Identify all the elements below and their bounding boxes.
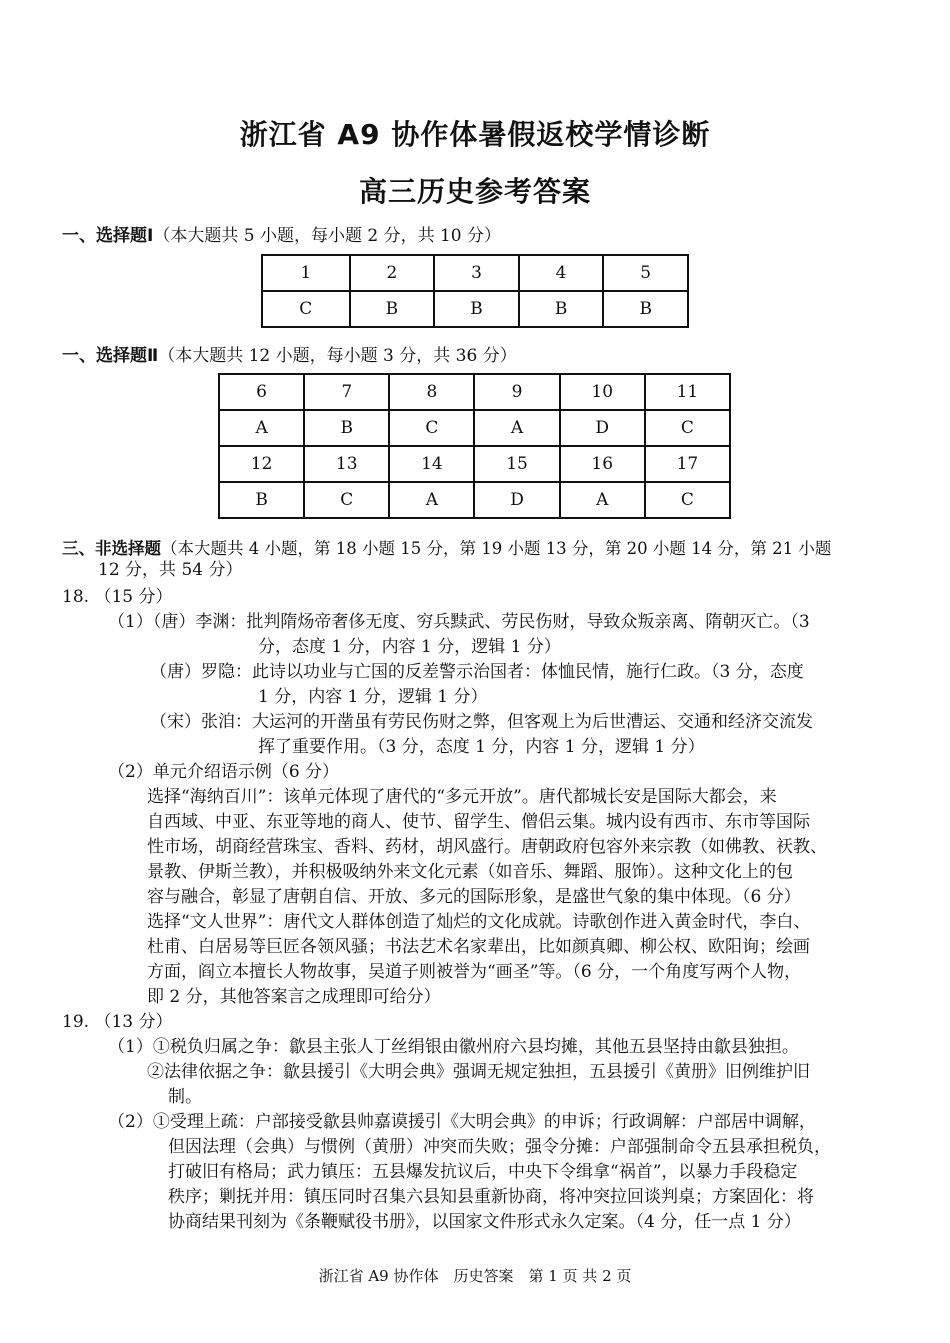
answer-cell: C <box>645 410 730 446</box>
section-3-heading <box>62 535 831 559</box>
document-title: 浙江省 A9 协作体暑假返校学情诊断 <box>239 118 711 151</box>
answer-cell: B <box>350 291 435 327</box>
section-1-title: 一、选择题Ⅰ <box>62 226 154 246</box>
answer-line: 分，态度 1 分，内容 1 分，逻辑 1 分） <box>258 637 561 657</box>
answer-cell: C <box>645 482 730 518</box>
answer-cell: D <box>560 410 645 446</box>
answer-line: 选择“文人世界”：唐代文人群体创造了灿烂的文化成就。诗歌创作进入黄金时代，李白、 <box>147 912 811 932</box>
section-3-note-cont: 12 分，共 54 分） <box>98 560 243 580</box>
answer-line: 秩序；剿抚并用：镇压同时召集六县知县重新协商，将冲突拉回谈判桌；方案固化：将 <box>168 1187 814 1207</box>
answer-line: 打破旧有格局；武力镇压：五县爆发抗议后，中央下令缉拿“祸首”，以暴力手段稳定 <box>168 1162 798 1182</box>
question-19-heading: 19. （13 分） <box>62 1012 173 1032</box>
question-18-heading: 18. （15 分） <box>62 587 173 607</box>
question-number: 9 <box>474 374 559 410</box>
answer-cell: B <box>304 410 389 446</box>
question-number: 17 <box>645 446 730 482</box>
answer-cell: B <box>519 291 604 327</box>
answer-line: 景教、伊斯兰教），并积极吸纳外来文化元素（如音乐、舞蹈、服饰）。这种文化上的包 <box>147 862 793 882</box>
answer-table-2 <box>218 373 731 519</box>
answer-line: 但因法理（会典）与惯例（黄册）冲突而失败；强令分摊：户部强制命令五县承担税负， <box>168 1137 831 1157</box>
answer-line: 选择“海纳百川”：该单元体现了唐代的“多元开放”。唐代都城长安是国际大都会，来 <box>147 787 777 807</box>
answer-line: ②法律依据之争：歙县援引《大明会典》强调无规定独担，五县援引《黄册》旧例维护旧 <box>147 1062 810 1082</box>
section-1-note: （本大题共 5 小题，每小题 2 分，共 10 分） <box>153 226 502 246</box>
answer-line: 1 分，内容 1 分，逻辑 1 分） <box>258 687 488 707</box>
answer-cell: A <box>560 482 645 518</box>
answer-cell: C <box>304 482 389 518</box>
question-number: 13 <box>304 446 389 482</box>
answer-line: 杜甫、白居易等巨匠各领风骚；书法艺术名家辈出，比如颜真卿、柳公权、欧阳询；绘画 <box>147 937 810 957</box>
answer-cell: D <box>474 482 559 518</box>
page-footer: 浙江省 A9 协作体 历史答案 第 1 页 共 2 页 <box>318 1267 632 1285</box>
answer-line: 自西域、中亚、东亚等地的商人、使节、留学生、僧侣云集。城内设有西市、东市等国际 <box>147 812 810 832</box>
question-number: 2 <box>350 255 435 291</box>
section-3-note: （本大题共 4 小题，第 18 小题 15 分，第 19 小题 13 分，第 20 小题 14 分，第 21 小题 <box>161 539 832 558</box>
answer-line: 即 2 分，其他答案言之成理即可给分） <box>147 987 441 1007</box>
answer-line: （2）①受理上疏：户部接受歙县帅嘉谟援引《大明会典》的申诉；行政调解：户部居中调解， <box>108 1112 816 1132</box>
answer-cell: A <box>389 482 474 518</box>
question-number: 5 <box>603 255 688 291</box>
question-number: 15 <box>474 446 559 482</box>
answer-cell: C <box>262 291 350 327</box>
section-3-title: 三、非选择题 <box>62 539 161 558</box>
answer-line: （2）单元介绍语示例（6 分） <box>108 762 340 782</box>
question-number: 10 <box>560 374 645 410</box>
question-number: 1 <box>262 255 350 291</box>
question-number: 4 <box>519 255 604 291</box>
question-number: 6 <box>219 374 304 410</box>
answer-cell: B <box>603 291 688 327</box>
answer-line: （唐）罗隐：此诗以功业与亡国的反差警示治国者：体恤民情，施行仁政。（3 分，态度 <box>150 662 804 682</box>
section-2-title: 一、选择题Ⅱ <box>62 346 159 366</box>
question-number: 8 <box>389 374 474 410</box>
question-number: 7 <box>304 374 389 410</box>
answer-cell: A <box>474 410 559 446</box>
answer-line: 制。 <box>168 1087 202 1107</box>
answer-line: （宋）张洎：大运河的开凿虽有劳民伤财之弊，但客观上为后世漕运、交通和经济交流发 <box>150 712 813 732</box>
question-number: 11 <box>645 374 730 410</box>
answer-line: 容与融合，彰显了唐朝自信、开放、多元的国际形象，是盛世气象的集中体现。（6 分） <box>147 887 801 907</box>
answer-line: 性市场，胡商经营珠宝、香料、药材，胡风盛行。唐朝政府包容外来宗教（如佛教、祆教、 <box>147 837 827 857</box>
answer-cell: A <box>219 410 304 446</box>
answer-table-1 <box>261 254 689 328</box>
section-1-heading <box>62 221 501 246</box>
answer-cell: B <box>219 482 304 518</box>
section-2-heading <box>62 341 517 366</box>
question-number: 16 <box>560 446 645 482</box>
answer-cell: B <box>434 291 519 327</box>
question-number: 12 <box>219 446 304 482</box>
answer-line: 协商结果刊刻为《条鞭赋役书册》，以国家文件形式永久定案。（4 分，任一点 1 分） <box>168 1212 801 1232</box>
question-number: 14 <box>389 446 474 482</box>
answer-line: 方面，阎立本擅长人物故事，吴道子则被誉为“画圣”等。（6 分，一个角度写两个人物， <box>147 962 802 982</box>
answer-line: （1）①税负归属之争：歙县主张人丁丝绢银由徽州府六县均摊，其他五县坚持由歙县独担。 <box>108 1037 799 1057</box>
question-number: 3 <box>434 255 519 291</box>
section-2-note: （本大题共 12 小题，每小题 3 分，共 36 分） <box>158 346 517 366</box>
answer-line: （1）（唐）李渊：批判隋炀帝奢侈无度、穷兵黩武、劳民伤财，导致众叛亲离、隋朝灭亡。（3 <box>108 612 810 632</box>
document-subtitle: 高三历史参考答案 <box>358 175 591 208</box>
answer-line: 挥了重要作用。（3 分，态度 1 分，内容 1 分，逻辑 1 分） <box>258 737 705 757</box>
answer-cell: C <box>389 410 474 446</box>
